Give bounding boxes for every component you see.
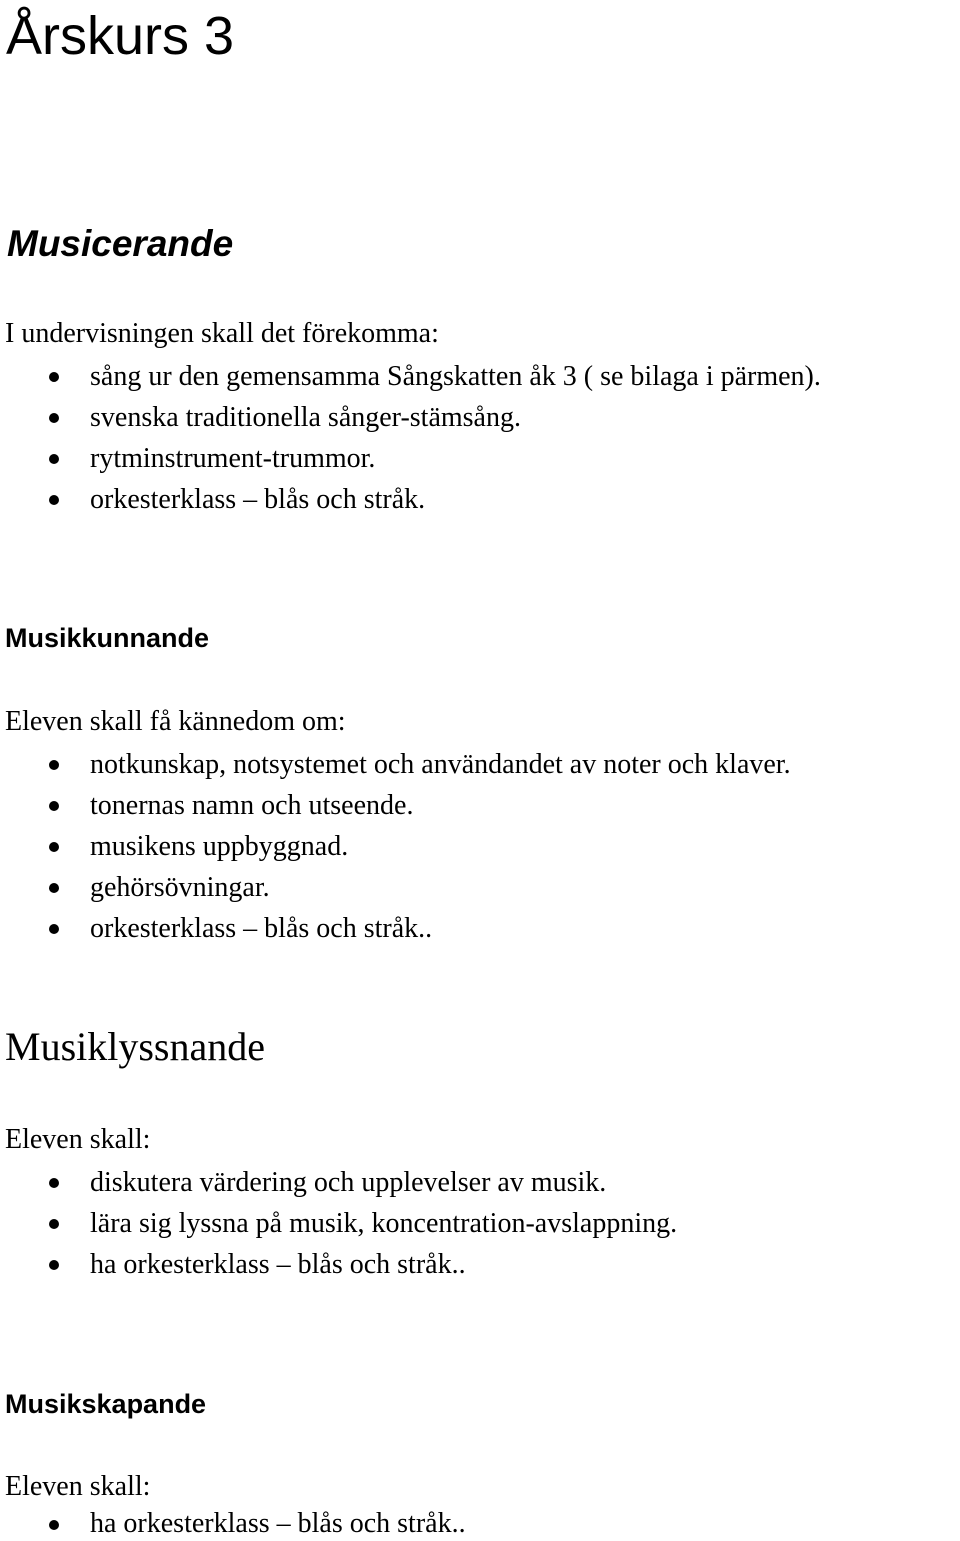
- bullet-icon: [49, 454, 59, 464]
- list-item-text: diskutera värdering och upplevelser av musik.: [90, 1167, 607, 1198]
- section-heading-musikskapande: Musikskapande: [5, 1389, 207, 1419]
- bullet-icon: [49, 924, 59, 934]
- bullet-icon: [49, 842, 59, 852]
- list-item-text: orkesterklass – blås och stråk..: [90, 913, 433, 944]
- page-title: Årskurs 3: [6, 6, 235, 66]
- bullet-list-musicerande: [0, 356, 821, 520]
- bullet-icon: [49, 495, 59, 505]
- list-item-text: notkunskap, notsystemet och användandet av noter och klaver.: [90, 749, 791, 780]
- list-item-text: rytminstrument-trummor.: [90, 443, 376, 474]
- list-item-text: tonernas namn och utseende.: [90, 790, 414, 821]
- section-intro-musikskapande: Eleven skall:: [5, 1471, 151, 1502]
- list-item-text: svenska traditionella sånger-stämsång.: [90, 402, 521, 433]
- bullet-icon: [49, 801, 59, 811]
- list-item-text: orkesterklass – blås och stråk.: [90, 484, 426, 515]
- list-item: [0, 438, 821, 479]
- bullet-icon: [49, 1219, 59, 1229]
- list-item-text: ha orkesterklass – blås och stråk..: [90, 1249, 466, 1280]
- section-intro-musicerande: I undervisningen skall det förekomma:: [5, 318, 439, 349]
- list-item-text: lära sig lyssna på musik, koncentration-avslappning.: [90, 1208, 678, 1239]
- bullet-list-musikkunnande: [0, 744, 791, 949]
- list-item-text: sång ur den gemensamma Sångskatten åk 3 ( se bilaga i pärmen).: [90, 361, 821, 392]
- section-heading-musiklyssnande: Musiklyssnande: [5, 1024, 265, 1069]
- list-item: [0, 908, 791, 949]
- section-intro-musiklyssnande: Eleven skall:: [5, 1124, 151, 1155]
- list-item: [0, 744, 791, 785]
- bullet-icon: [49, 883, 59, 893]
- bullet-icon: [49, 1520, 59, 1530]
- bullet-icon: [49, 760, 59, 770]
- bullet-icon: [49, 1260, 59, 1270]
- bullet-list-musikskapande: [0, 1508, 466, 1540]
- list-item: [0, 1162, 677, 1203]
- list-item: [0, 1244, 677, 1285]
- list-item-text: ha orkesterklass – blås och stråk..: [90, 1508, 466, 1539]
- list-item: [0, 826, 791, 867]
- section-intro-musikkunnande: Eleven skall få kännedom om:: [5, 706, 346, 737]
- list-item: [0, 397, 821, 438]
- bullet-icon: [49, 413, 59, 423]
- list-item: [0, 356, 821, 397]
- list-item-text: gehörsövningar.: [90, 872, 270, 903]
- list-item: [0, 1508, 466, 1540]
- list-item: [0, 1203, 677, 1244]
- list-item: [0, 479, 821, 520]
- list-item: [0, 867, 791, 908]
- section-heading-musicerande: Musicerande: [7, 223, 234, 264]
- bullet-list-musiklyssnande: [0, 1162, 677, 1285]
- list-item-text: musikens uppbyggnad.: [90, 831, 349, 862]
- bullet-icon: [49, 372, 59, 382]
- bullet-icon: [49, 1178, 59, 1188]
- section-heading-musikkunnande: Musikkunnande: [5, 623, 210, 653]
- list-item: [0, 785, 791, 826]
